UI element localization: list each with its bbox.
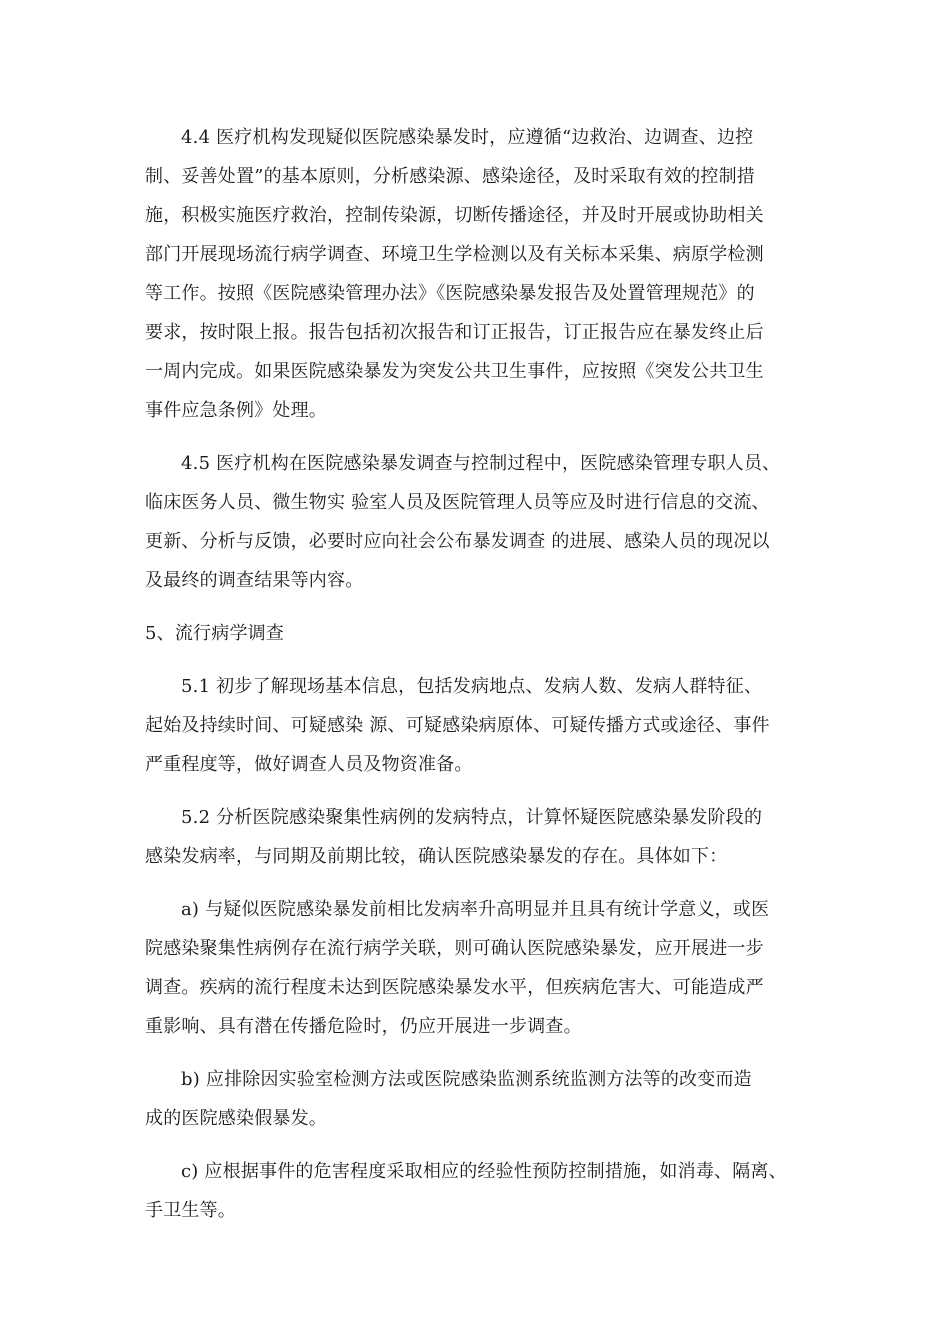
- paragraph-c-line: c) 应根据事件的危害程度采取相应的经验性预防控制措施，如消毒、隔离、: [181, 1161, 787, 1182]
- paragraph-4-4-line: 4.4 医疗机构发现疑似医院感染暴发时，应遵循“边救治、边调查、边控: [181, 127, 754, 148]
- paragraph-4-4-line: 施，积极实施医疗救治，控制传染源，切断传播途径，并及时开展或协助相关: [145, 205, 764, 226]
- paragraph-a-line: a) 与疑似医院感染暴发前相比发病率升高明显并且具有统计学意义，或医: [181, 899, 770, 920]
- paragraph-5-2-line: 感染发病率，与同期及前期比较，确认医院感染暴发的存在。具体如下：: [145, 846, 728, 867]
- paragraph-5-1-line: 起始及持续时间、可疑感染 源、可疑感染病原体、可疑传播方式或途径、事件: [145, 715, 770, 736]
- paragraph-4-4-line: 部门开展现场流行病学调查、环境卫生学检测以及有关标本采集、病原学检测: [145, 244, 764, 265]
- paragraph-5-1-line: 严重程度等，做好调查人员及物资准备。: [145, 754, 473, 775]
- paragraph-a-line: 院感染聚集性病例存在流行病学关联，则可确认医院感染暴发，应开展进一步: [145, 938, 764, 959]
- paragraph-4-5-line: 临床医务人员、微生物实 验室人员及医院管理人员等应及时进行信息的交流、: [145, 492, 770, 513]
- paragraph-4-5-line: 及最终的调查结果等内容。: [145, 570, 364, 591]
- paragraph-4-5-line: 4.5 医疗机构在医院感染暴发调查与控制过程中，医院感染管理专职人员、: [181, 453, 781, 474]
- paragraph-4-4-line: 制、妥善处置”的基本原则，分析感染源、感染途径，及时采取有效的控制措: [145, 166, 755, 187]
- paragraph-5-2-line: 5.2 分析医院感染聚集性病例的发病特点，计算怀疑医院感染暴发阶段的: [181, 807, 763, 828]
- paragraph-4-4-line: 事件应急条例》处理。: [145, 400, 327, 421]
- paragraph-b-line: 成的医院感染假暴发。: [145, 1108, 327, 1129]
- paragraph-5-1-line: 5.1 初步了解现场基本信息，包括发病地点、发病人数、发病人群特征、: [181, 676, 763, 697]
- paragraph-4-4-line: 等工作。按照《医院感染管理办法》《医院感染暴发报告及处置管理规范》的: [145, 283, 755, 304]
- paragraph-a-line: 重影响、具有潜在传播危险时，仍应开展进一步调查。: [145, 1016, 582, 1037]
- section-heading-5: 5、流行病学调查: [145, 623, 285, 644]
- paragraph-b-line: b) 应排除因实验室检测方法或医院感染监测系统监测方法等的改变而造: [181, 1069, 752, 1090]
- paragraph-c-line: 手卫生等。: [145, 1200, 236, 1221]
- paragraph-4-5-line: 更新、分析与反馈，必要时应向社会公布暴发调查 的进展、感染人员的现况以: [145, 531, 770, 552]
- paragraph-4-4-line: 要求，按时限上报。报告包括初次报告和订正报告，订正报告应在暴发终止后: [145, 322, 764, 343]
- paragraph-a-line: 调查。疾病的流行程度未达到医院感染暴发水平，但疾病危害大、可能造成严: [145, 977, 764, 998]
- paragraph-4-4-line: 一周内完成。如果医院感染暴发为突发公共卫生事件，应按照《突发公共卫生: [145, 361, 764, 382]
